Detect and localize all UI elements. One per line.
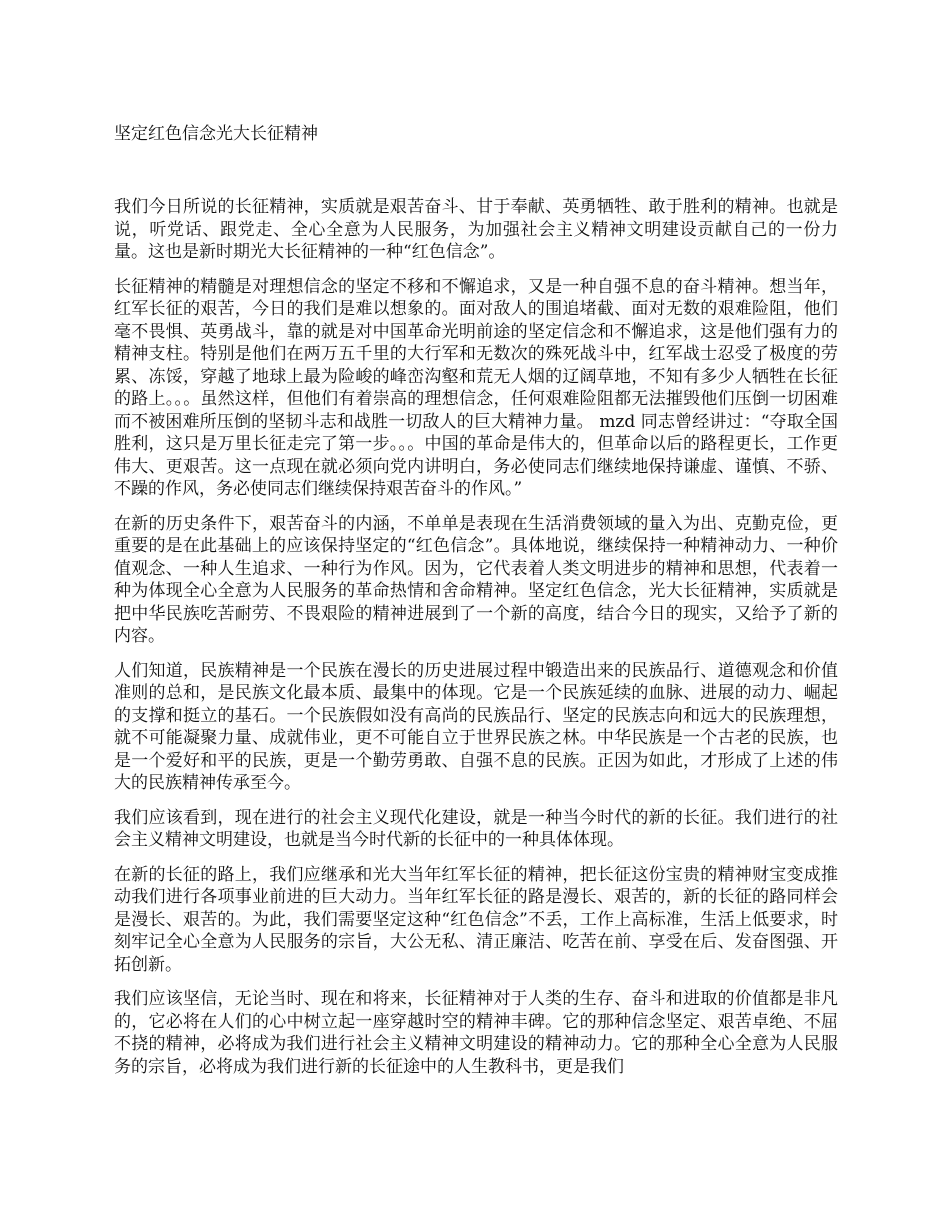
paragraph-3: 在新的历史条件下，艰苦奋斗的内涵，不单单是表现在生活消费领域的量入为出、克勤克俭，更重要的是在此基础上的应该保持坚定的“红色信念”。具体地说，继续保持一种精神动力、一种价值观念、一种人生追求、一种行为作风。因为，它代表着人类文明进步的精神和思想，代表着一种为体现全心全意为人民服务的革命热情和舍命精神。坚定红色信念，光大长征精神，实质就是把中华民族吃苦耐劳、不畏艰险的精神进展到了一个新的高度，结合今日的现实，又给予了新的内容。 — [114, 513, 838, 646]
paragraph-1: 我们今日所说的长征精神，实质就是艰苦奋斗、甘于奉献、英勇牺牲、敢于胜利的精神。也就是说，听党话、跟党走、全心全意为人民服务，为加强社会主义精神文明建设贡献自己的一份力量。这也是新时期光大长征精神的一种“红色信念”。 — [114, 197, 838, 262]
document-title: 坚定红色信念光大长征精神 — [114, 124, 318, 144]
document-body — [114, 196, 838, 1090]
paragraph-7: 我们应该坚信，无论当时、现在和将来，长征精神对于人类的生存、奋斗和进取的价值都是非凡的，它必将在人们的心中树立起一座穿越时空的精神丰碑。它的那种信念坚定、艰苦卓绝、不屈不挠的精神，必将成为我们进行社会主义精神文明建设的精神动力。它的那种全心全意为人民服务的宗旨，必将成为我们进行新的长征途中的人生教科书，更是我们 — [114, 989, 838, 1077]
paragraph-6: 在新的长征的路上，我们应继承和光大当年红军长征的精神，把长征这份宝贵的精神财宝变成推动我们进行各项事业前进的巨大动力。当年红军长征的路是漫长、艰苦的，新的长征的路同样会是漫长、艰苦的。为此，我们需要坚定这种“红色信念”不丢，工作上高标准，生活上低要求，时刻牢记全心全意为人民服务的宗旨，大公无私、清正廉洁、吃苦在前、享受在后、发奋图强、开拓创新。 — [114, 864, 838, 975]
paragraph-4: 人们知道，民族精神是一个民族在漫长的历史进展过程中锻造出来的民族品行、道德观念和价值准则的总和，是民族文化最本质、最集中的体现。它是一个民族延续的血脉、进展的动力、崛起的支撑和挺立的基石。一个民族假如没有高尚的民族品行、坚定的民族志向和远大的民族理想，就不可能凝聚力量、成就伟业，更不可能自立于世界民族之林。中华民族是一个古老的民族，也是一个爱好和平的民族，更是一个勤劳勇敢、自强不息的民族。正因为如此，才形成了上述的伟大的民族精神传承至今。 — [114, 660, 838, 793]
paragraph-5: 我们应该看到，现在进行的社会主义现代化建设，就是一种当今时代的新的长征。我们进行的社会主义精神文明建设，也就是当今时代新的长征中的一种具体体现。 — [114, 807, 838, 850]
paragraph-2: 长征精神的精髓是对理想信念的坚定不移和不懈追求，又是一种自强不息的奋斗精神。想当年，红军长征的艰苦，今日的我们是难以想象的。面对敌人的围追堵截、面对无数的艰难险阻，他们毫不畏惧、英勇战斗，靠的就是对中国革命光明前途的坚定信念和不懈追求，这是他们强有力的精神支柱。特别是他们在两万五千里的大行军和无数次的殊死战斗中，红军战士忍受了极度的劳累、冻馁，穿越了地球上最为险峻的峰峦沟壑和荒无人烟的辽阔草地，不知有多少人牺牲在长征的路上。。。虽然这样，但他们有着崇高的理想信念，任何艰难险阻都无法摧毁他们压倒一切困难而不被困难所压倒的坚韧斗志和战胜一切敌人的巨大精神力量。 mzd 同志曾经讲过：“夺取全国胜利，这只是万里长征走完了第一步。。。中国的革命是伟大的，但革命以后的路程更长，工作更伟大、更艰苦。这一点现在就必须向党内讲明白，务必使同志们继续地保持谦虚、谨慎、不骄、不躁的作风，务必使同志们继续保持艰苦奋斗的作风。” — [114, 276, 838, 499]
